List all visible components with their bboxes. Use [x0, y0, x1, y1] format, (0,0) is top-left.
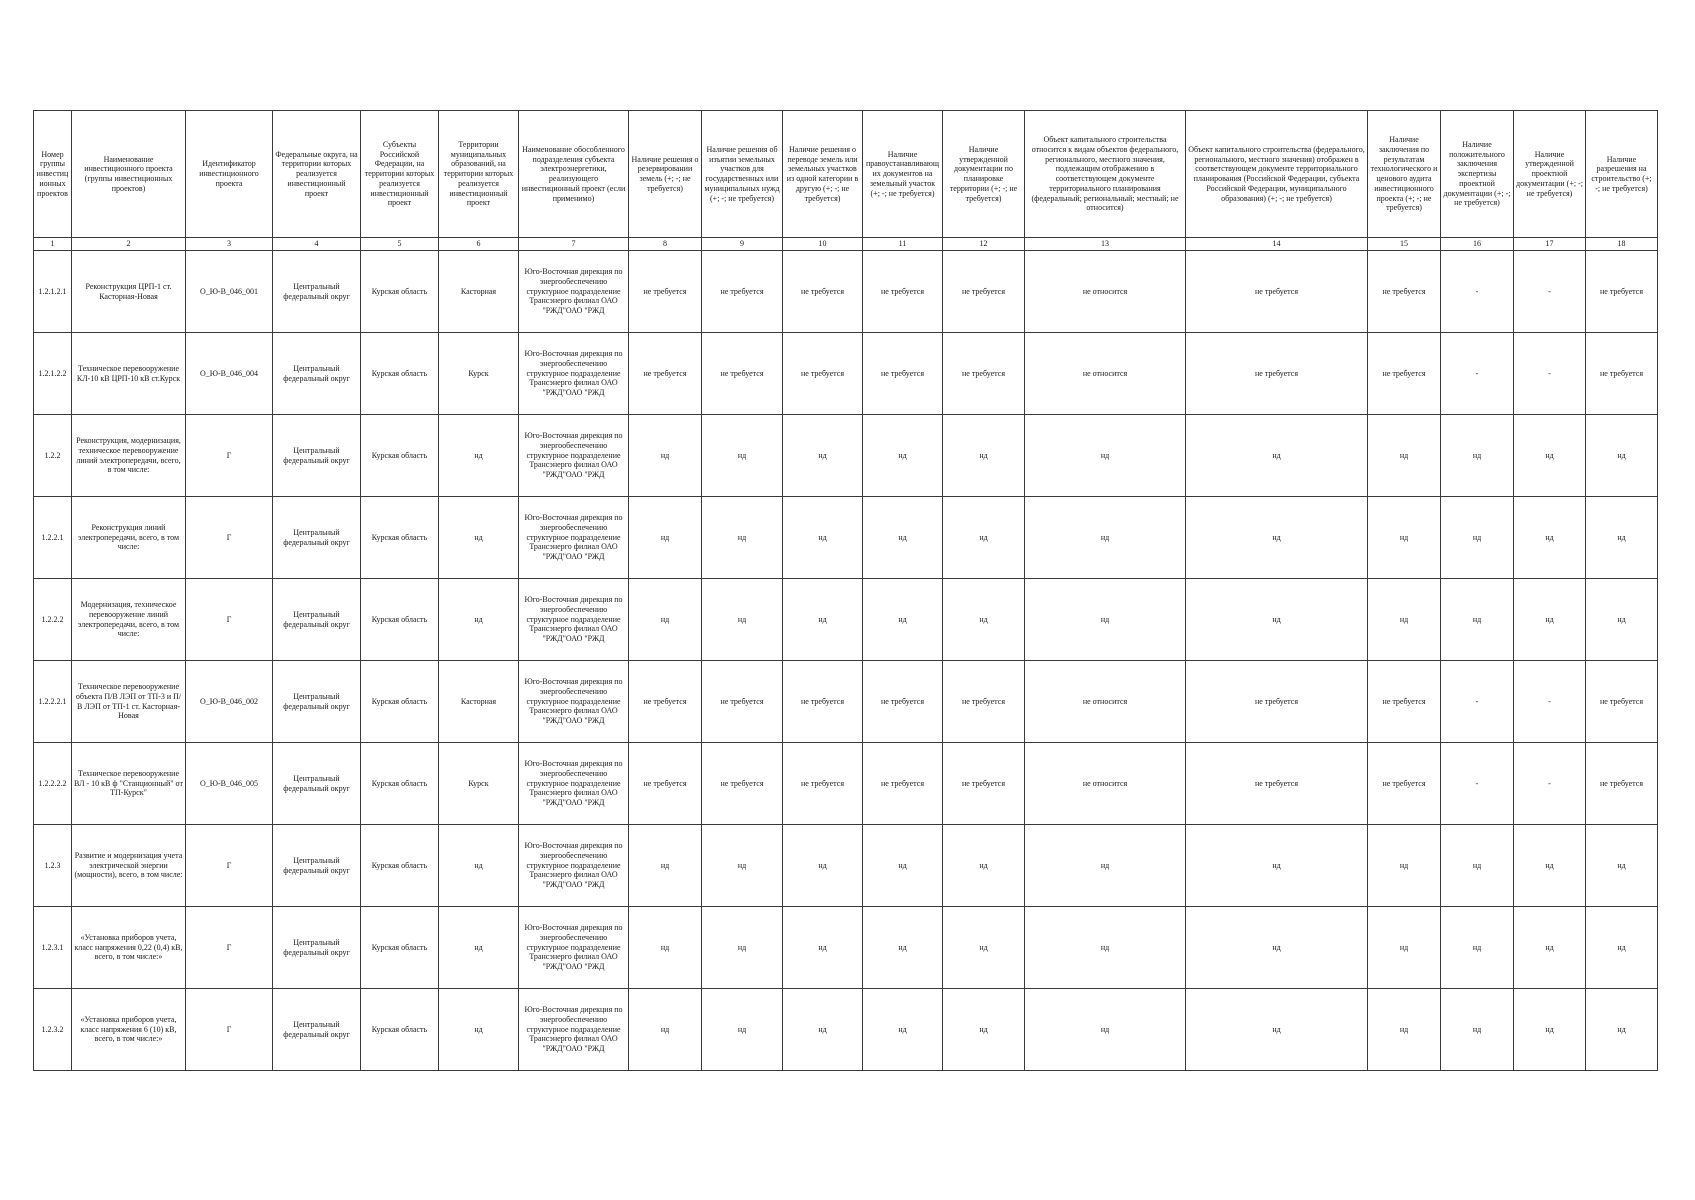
table-cell-col-17: -: [1514, 743, 1586, 825]
table-cell-col-7: Юго-Восточная дирекция по энергообеспечению структурное подразделение Трансэнерго филиал ОАО "РЖД"ОАО "РЖД: [519, 661, 629, 743]
table-cell-col-2: Техническое перевооружение ВЛ - 10 кВ ф "Станционный" от ТП-Курск": [72, 743, 186, 825]
table-cell-col-7: Юго-Восточная дирекция по энергообеспечению структурное подразделение Трансэнерго филиал ОАО "РЖД"ОАО "РЖД: [519, 333, 629, 415]
table-cell-col-9: нд: [702, 415, 783, 497]
column-number-11: 11: [863, 238, 943, 251]
table-cell-col-2: Модернизация, техническое перевооружение линий электропередачи, всего, в том числе:: [72, 579, 186, 661]
table-cell-col-9: нд: [702, 497, 783, 579]
table-cell-col-4: Центральный федеральный округ: [273, 251, 361, 333]
column-number-row: [34, 238, 1658, 251]
table-row: [34, 251, 1658, 333]
table-cell-col-6: нд: [439, 907, 519, 989]
table-cell-col-17: нд: [1514, 989, 1586, 1071]
column-header-12: Наличие утвержденной документации по планировке территории (+; -; не требуется): [943, 111, 1025, 238]
table-cell-col-8: не требуется: [629, 251, 702, 333]
table-row: [34, 661, 1658, 743]
table-cell-col-9: нд: [702, 579, 783, 661]
table-cell-col-18: нд: [1586, 579, 1658, 661]
table-cell-col-3: Г: [186, 825, 273, 907]
table-cell-col-17: нд: [1514, 907, 1586, 989]
table-cell-col-14: нд: [1186, 907, 1368, 989]
table-cell-col-16: нд: [1441, 907, 1514, 989]
table-cell-col-5: Курская область: [361, 989, 439, 1071]
table-row: [34, 333, 1658, 415]
table-cell-col-4: Центральный федеральный округ: [273, 415, 361, 497]
table-cell-col-4: Центральный федеральный округ: [273, 333, 361, 415]
table-cell-col-15: нд: [1368, 907, 1441, 989]
column-number-13: 13: [1025, 238, 1186, 251]
table-cell-col-13: не относится: [1025, 251, 1186, 333]
table-cell-col-3: Г: [186, 579, 273, 661]
table-cell-col-16: -: [1441, 251, 1514, 333]
table-cell-col-14: не требуется: [1186, 251, 1368, 333]
table-cell-col-7: Юго-Восточная дирекция по энергообеспечению структурное подразделение Трансэнерго филиал ОАО "РЖД"ОАО "РЖД: [519, 825, 629, 907]
table-cell-col-16: нд: [1441, 497, 1514, 579]
table-cell-col-11: не требуется: [863, 333, 943, 415]
column-number-7: 7: [519, 238, 629, 251]
table-cell-col-14: нд: [1186, 825, 1368, 907]
table-row: [34, 825, 1658, 907]
table-cell-col-15: нд: [1368, 497, 1441, 579]
table-cell-col-6: нд: [439, 415, 519, 497]
table-cell-col-2: Реконструкция, модернизация, техническое перевооружение линий электропередачи, всего, в том числе:: [72, 415, 186, 497]
table-cell-col-3: O_Ю-В_046_001: [186, 251, 273, 333]
table-cell-col-6: Курск: [439, 743, 519, 825]
table-cell-col-17: -: [1514, 251, 1586, 333]
table-cell-col-9: нд: [702, 907, 783, 989]
table-cell-col-5: Курская область: [361, 333, 439, 415]
table-cell-col-18: нд: [1586, 989, 1658, 1071]
table-cell-col-7: Юго-Восточная дирекция по энергообеспечению структурное подразделение Трансэнерго филиал ОАО "РЖД"ОАО "РЖД: [519, 743, 629, 825]
table-cell-col-5: Курская область: [361, 907, 439, 989]
table-cell-col-9: нд: [702, 825, 783, 907]
table-cell-col-18: не требуется: [1586, 661, 1658, 743]
column-number-2: 2: [72, 238, 186, 251]
table-cell-col-12: нд: [943, 579, 1025, 661]
table-cell-col-2: Реконструкция ЦРП-1 ст. Касторная-Новая: [72, 251, 186, 333]
table-cell-col-1: 1.2.2.2.1: [34, 661, 72, 743]
column-header-14: Объект капитального строительства (федерального, регионального, местного значения) отображен в соответствующем документе территориального планирования (Российской Федерации, субъекта Российской Федерации, муниципального образования) (+; -; не требуется): [1186, 111, 1368, 238]
table-cell-col-1: 1.2.2: [34, 415, 72, 497]
column-header-3: Идентификатор инвестиционного проекта: [186, 111, 273, 238]
column-header-7: Наименование обособленного подразделения субъекта электроэнергетики, реализующего инвестиционный проект (если применимо): [519, 111, 629, 238]
table-cell-col-13: нд: [1025, 825, 1186, 907]
table-cell-col-8: не требуется: [629, 661, 702, 743]
table-cell-col-1: 1.2.2.2.2: [34, 743, 72, 825]
table-cell-col-5: Курская область: [361, 661, 439, 743]
column-number-8: 8: [629, 238, 702, 251]
table-cell-col-10: не требуется: [783, 661, 863, 743]
table-cell-col-17: -: [1514, 661, 1586, 743]
table-cell-col-11: нд: [863, 415, 943, 497]
table-row: [34, 497, 1658, 579]
table-row: [34, 989, 1658, 1071]
table-cell-col-16: нд: [1441, 989, 1514, 1071]
table-cell-col-15: нд: [1368, 579, 1441, 661]
column-number-15: 15: [1368, 238, 1441, 251]
table-cell-col-4: Центральный федеральный округ: [273, 743, 361, 825]
table-cell-col-5: Курская область: [361, 415, 439, 497]
table-row: [34, 907, 1658, 989]
table-row: [34, 579, 1658, 661]
table-cell-col-17: нд: [1514, 579, 1586, 661]
table-cell-col-8: нд: [629, 825, 702, 907]
table-cell-col-7: Юго-Восточная дирекция по энергообеспечению структурное подразделение Трансэнерго филиал ОАО "РЖД"ОАО "РЖД: [519, 907, 629, 989]
table-cell-col-14: нд: [1186, 989, 1368, 1071]
column-number-16: 16: [1441, 238, 1514, 251]
table-cell-col-10: не требуется: [783, 333, 863, 415]
table-cell-col-10: не требуется: [783, 251, 863, 333]
table-cell-col-1: 1.2.1.2.2: [34, 333, 72, 415]
table-cell-col-8: нд: [629, 415, 702, 497]
table-cell-col-14: не требуется: [1186, 661, 1368, 743]
table-cell-col-1: 1.2.3.2: [34, 989, 72, 1071]
table-cell-col-16: -: [1441, 743, 1514, 825]
table-cell-col-1: 1.2.2.1: [34, 497, 72, 579]
table-cell-col-13: не относится: [1025, 743, 1186, 825]
table-cell-col-14: не требуется: [1186, 743, 1368, 825]
table-cell-col-6: Касторная: [439, 251, 519, 333]
table-cell-col-11: нд: [863, 989, 943, 1071]
table-cell-col-4: Центральный федеральный округ: [273, 825, 361, 907]
table-cell-col-15: не требуется: [1368, 333, 1441, 415]
table-cell-col-17: нд: [1514, 825, 1586, 907]
table-cell-col-18: не требуется: [1586, 333, 1658, 415]
table-cell-col-6: Касторная: [439, 661, 519, 743]
table-cell-col-7: Юго-Восточная дирекция по энергообеспечению структурное подразделение Трансэнерго филиал ОАО "РЖД"ОАО "РЖД: [519, 415, 629, 497]
table-cell-col-8: не требуется: [629, 333, 702, 415]
column-number-10: 10: [783, 238, 863, 251]
table-cell-col-15: не требуется: [1368, 251, 1441, 333]
table-cell-col-3: Г: [186, 907, 273, 989]
table-cell-col-4: Центральный федеральный округ: [273, 497, 361, 579]
table-cell-col-2: Техническое перевооружение КЛ-10 кВ ЦРП-10 кВ ст.Курск: [72, 333, 186, 415]
table-cell-col-2: «Установка приборов учета, класс напряжения 0,22 (0,4) кВ, всего, в том числе:»: [72, 907, 186, 989]
table-cell-col-14: не требуется: [1186, 333, 1368, 415]
column-number-14: 14: [1186, 238, 1368, 251]
column-number-5: 5: [361, 238, 439, 251]
table-cell-col-11: нд: [863, 579, 943, 661]
table-cell-col-17: -: [1514, 333, 1586, 415]
table-cell-col-6: нд: [439, 579, 519, 661]
table-cell-col-11: не требуется: [863, 661, 943, 743]
table-cell-col-7: Юго-Восточная дирекция по энергообеспечению структурное подразделение Трансэнерго филиал ОАО "РЖД"ОАО "РЖД: [519, 989, 629, 1071]
table-cell-col-5: Курская область: [361, 251, 439, 333]
table-cell-col-9: не требуется: [702, 743, 783, 825]
table-cell-col-7: Юго-Восточная дирекция по энергообеспечению структурное подразделение Трансэнерго филиал ОАО "РЖД"ОАО "РЖД: [519, 251, 629, 333]
table-cell-col-18: не требуется: [1586, 251, 1658, 333]
column-header-6: Территории муниципальных образований, на территории которых реализуется инвестиционный проект: [439, 111, 519, 238]
table-cell-col-17: нд: [1514, 497, 1586, 579]
column-number-9: 9: [702, 238, 783, 251]
table-cell-col-15: не требуется: [1368, 743, 1441, 825]
table-cell-col-3: O_Ю-В_046_005: [186, 743, 273, 825]
table-cell-col-10: нд: [783, 497, 863, 579]
table-cell-col-16: нд: [1441, 415, 1514, 497]
column-header-18: Наличие разрешения на строительство (+; -; не требуется): [1586, 111, 1658, 238]
table-cell-col-12: не требуется: [943, 661, 1025, 743]
table-cell-col-13: нд: [1025, 415, 1186, 497]
column-number-6: 6: [439, 238, 519, 251]
column-header-2: Наименование инвестиционного проекта (группы инвестиционных проектов): [72, 111, 186, 238]
table-body: [34, 251, 1658, 1071]
table-cell-col-15: нд: [1368, 825, 1441, 907]
table-cell-col-5: Курская область: [361, 743, 439, 825]
table-cell-col-15: не требуется: [1368, 661, 1441, 743]
column-header-13: Объект капитального строительства относится к видам объектов федерального, регионального, местного значения, подлежащим отображению в соответствующем документе территориального планирования (федеральный; региональный; местный; не относится): [1025, 111, 1186, 238]
column-number-3: 3: [186, 238, 273, 251]
column-number-4: 4: [273, 238, 361, 251]
table-cell-col-7: Юго-Восточная дирекция по энергообеспечению структурное подразделение Трансэнерго филиал ОАО "РЖД"ОАО "РЖД: [519, 497, 629, 579]
column-header-1: Номер группы инвестиционных проектов: [34, 111, 72, 238]
table-cell-col-18: нд: [1586, 825, 1658, 907]
table-cell-col-16: -: [1441, 661, 1514, 743]
table-cell-col-3: Г: [186, 989, 273, 1071]
table-cell-col-13: нд: [1025, 579, 1186, 661]
table-cell-col-13: нд: [1025, 907, 1186, 989]
column-header-17: Наличие утвержденной проектной документации (+; -; не требуется): [1514, 111, 1586, 238]
table-cell-col-16: -: [1441, 333, 1514, 415]
table-cell-col-6: нд: [439, 989, 519, 1071]
column-header-16: Наличие положительного заключения экспертизы проектной документации (+; -; не требуется): [1441, 111, 1514, 238]
table-cell-col-11: не требуется: [863, 743, 943, 825]
table-row: [34, 415, 1658, 497]
table-cell-col-8: не требуется: [629, 743, 702, 825]
table-cell-col-15: нд: [1368, 415, 1441, 497]
table-cell-col-10: нд: [783, 907, 863, 989]
table-cell-col-9: не требуется: [702, 333, 783, 415]
table-cell-col-4: Центральный федеральный округ: [273, 907, 361, 989]
table-cell-col-3: O_Ю-В_046_002: [186, 661, 273, 743]
table-cell-col-8: нд: [629, 989, 702, 1071]
table-cell-col-13: нд: [1025, 989, 1186, 1071]
table-cell-col-4: Центральный федеральный округ: [273, 989, 361, 1071]
table-cell-col-15: нд: [1368, 989, 1441, 1071]
table-cell-col-1: 1.2.3.1: [34, 907, 72, 989]
table-row: [34, 743, 1658, 825]
column-number-18: 18: [1586, 238, 1658, 251]
table-cell-col-7: Юго-Восточная дирекция по энергообеспечению структурное подразделение Трансэнерго филиал ОАО "РЖД"ОАО "РЖД: [519, 579, 629, 661]
column-header-15: Наличие заключения по результатам технологического и ценового аудита инвестиционного проекта (+; -; не требуется): [1368, 111, 1441, 238]
table-cell-col-13: не относится: [1025, 661, 1186, 743]
table-cell-col-10: не требуется: [783, 743, 863, 825]
table-cell-col-5: Курская область: [361, 579, 439, 661]
table-cell-col-11: не требуется: [863, 251, 943, 333]
table-cell-col-14: нд: [1186, 579, 1368, 661]
table-cell-col-11: нд: [863, 907, 943, 989]
table-cell-col-1: 1.2.3: [34, 825, 72, 907]
table-cell-col-12: нд: [943, 907, 1025, 989]
column-header-9: Наличие решения об изъятии земельных участков для государственных или муниципальных нужд (+; -; не требуется): [702, 111, 783, 238]
table-cell-col-9: не требуется: [702, 661, 783, 743]
table-cell-col-1: 1.2.2.2: [34, 579, 72, 661]
table-cell-col-10: нд: [783, 825, 863, 907]
column-number-1: 1: [34, 238, 72, 251]
table-cell-col-18: не требуется: [1586, 743, 1658, 825]
column-header-10: Наличие решения о переводе земель или земельных участков из одной категории в другую (+; -; не требуется): [783, 111, 863, 238]
table-cell-col-18: нд: [1586, 497, 1658, 579]
column-header-11: Наличие правоустанавливающих документов на земельный участок (+; -; не требуется): [863, 111, 943, 238]
column-number-12: 12: [943, 238, 1025, 251]
column-header-5: Субъекты Российской Федерации, на территории которых реализуется инвестиционный проект: [361, 111, 439, 238]
table-cell-col-18: нд: [1586, 415, 1658, 497]
table-cell-col-14: нд: [1186, 415, 1368, 497]
table-cell-col-8: нд: [629, 579, 702, 661]
table-header-row: [34, 111, 1658, 238]
table-cell-col-1: 1.2.1.2.1: [34, 251, 72, 333]
table-cell-col-16: нд: [1441, 825, 1514, 907]
table-cell-col-6: Курск: [439, 333, 519, 415]
table-cell-col-10: нд: [783, 415, 863, 497]
investment-projects-table: [33, 110, 1658, 1071]
table-cell-col-4: Центральный федеральный округ: [273, 579, 361, 661]
table-cell-col-12: нд: [943, 825, 1025, 907]
table-cell-col-2: «Установка приборов учета, класс напряжения 6 (10) кВ, всего, в том числе:»: [72, 989, 186, 1071]
table-cell-col-5: Курская область: [361, 825, 439, 907]
table-cell-col-10: нд: [783, 579, 863, 661]
table-cell-col-2: Реконструкция линий электропередачи, всего, в том числе:: [72, 497, 186, 579]
table-cell-col-14: нд: [1186, 497, 1368, 579]
table-cell-col-11: нд: [863, 497, 943, 579]
table-cell-col-13: нд: [1025, 497, 1186, 579]
table-cell-col-6: нд: [439, 497, 519, 579]
table-cell-col-13: не относится: [1025, 333, 1186, 415]
table-cell-col-12: нд: [943, 989, 1025, 1071]
table-cell-col-12: нд: [943, 497, 1025, 579]
table-cell-col-16: нд: [1441, 579, 1514, 661]
table-cell-col-3: Г: [186, 415, 273, 497]
table-cell-col-3: O_Ю-В_046_004: [186, 333, 273, 415]
table-cell-col-2: Развитие и модернизация учета электрической энергии (мощности), всего, в том числе:: [72, 825, 186, 907]
column-header-8: Наличие решения о резервировании земель (+; -; не требуется): [629, 111, 702, 238]
table-cell-col-2: Техническое перевооружение объекта П/В ЛЭП от ТП-3 и П/В ЛЭП от ТП-1 ст. Касторная-Новая: [72, 661, 186, 743]
column-header-4: Федеральные округа, на территории которых реализуется инвестиционный проект: [273, 111, 361, 238]
table-cell-col-17: нд: [1514, 415, 1586, 497]
table-cell-col-4: Центральный федеральный округ: [273, 661, 361, 743]
table-cell-col-3: Г: [186, 497, 273, 579]
document-page: [33, 110, 1653, 1071]
table-cell-col-12: нд: [943, 415, 1025, 497]
table-cell-col-9: не требуется: [702, 251, 783, 333]
table-cell-col-8: нд: [629, 907, 702, 989]
table-cell-col-6: нд: [439, 825, 519, 907]
table-cell-col-8: нд: [629, 497, 702, 579]
column-number-17: 17: [1514, 238, 1586, 251]
table-cell-col-12: не требуется: [943, 333, 1025, 415]
table-cell-col-11: нд: [863, 825, 943, 907]
table-cell-col-9: нд: [702, 989, 783, 1071]
table-cell-col-12: не требуется: [943, 251, 1025, 333]
table-cell-col-18: нд: [1586, 907, 1658, 989]
table-cell-col-12: не требуется: [943, 743, 1025, 825]
table-cell-col-10: нд: [783, 989, 863, 1071]
table-cell-col-5: Курская область: [361, 497, 439, 579]
